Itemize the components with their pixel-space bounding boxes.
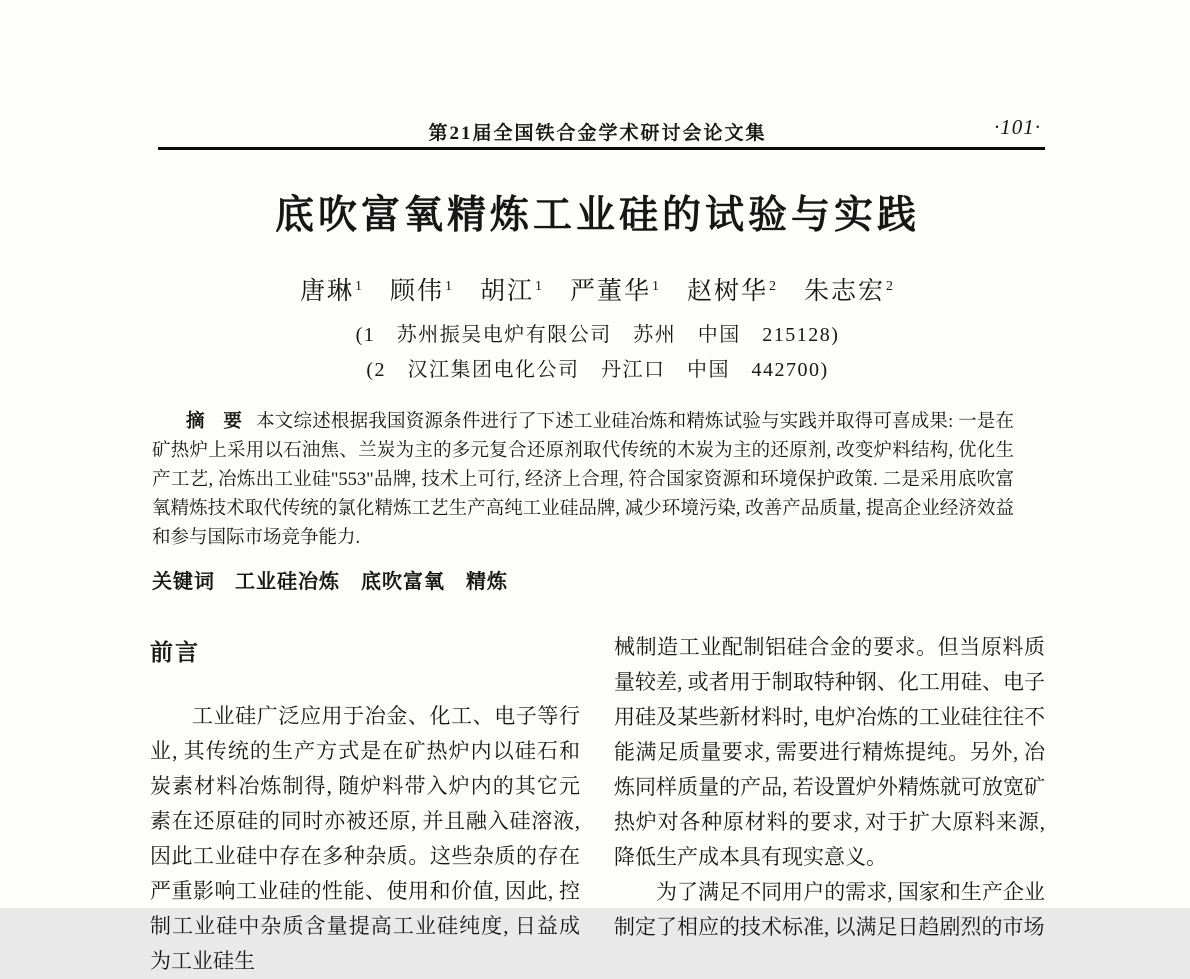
page-number: ·101· xyxy=(994,115,1041,139)
author-name: 顾伟$^1$ xyxy=(389,278,454,305)
section-heading-introduction: 前言 xyxy=(150,639,200,665)
proceedings-title: 第21届全国铁合金学术研讨会论文集 xyxy=(428,123,767,144)
paper-title: 底吹富氧精炼工业硅的试验与实践 xyxy=(274,194,920,237)
author-name: 赵树华$^2$ xyxy=(687,278,779,305)
left-column-paragraph: 工业硅广泛应用于冶金、化工、电子等行业, 其传统的生产方式是在矿热炉内以硅石和炭素材料冶炼制得, 随炉料带入炉内的其它元素在还原硅的同时亦被还原, 并且融入硅溶液, 因此工业硅中存在多种杂质。这些杂质的存在严重影响工业硅的性能、使用和价值, 因此, 控制工业硅中杂质含量提高工业硅纯度, 日益成为工业硅生 xyxy=(150,704,580,973)
abstract-paragraph xyxy=(152,406,1014,553)
right-column-paragraph-1: 械制造工业配制铝硅合金的要求。但当原料质量较差, 或者用于制取特种钢、化工用硅、电子用硅及某些新材料时, 电炉冶炼的工业硅往往不能满足质量要求, 需要进行精炼提纯。另外, 冶炼同样质量的产品, 若设置炉外精炼就可放宽矿热炉对各种原材料的要求, 对于扩大原料来源, 降低生产成本具有现实意义。 xyxy=(614,635,1045,869)
author-name: 严董华$^1$ xyxy=(570,278,662,305)
body-columns xyxy=(150,628,1045,973)
keywords-label: 关键词 xyxy=(152,571,215,593)
abstract-block xyxy=(152,406,1014,594)
affiliation-1: (1 苏州振吴电炉有限公司 苏州 中国 215128) xyxy=(355,324,840,346)
author-name: 朱志宏$^2$ xyxy=(804,278,896,305)
keywords-line xyxy=(152,565,1014,594)
authors-line xyxy=(150,271,1045,307)
abstract-label: 摘 要 xyxy=(186,410,243,431)
page-content xyxy=(150,0,1045,973)
right-column-paragraph-2: 为了满足不同用户的需求, 国家和生产企业制定了相应的技术标准, 以满足日趋剧烈的市场 xyxy=(614,880,1045,939)
left-column xyxy=(150,628,580,973)
header-rule xyxy=(158,147,1045,150)
right-column xyxy=(614,628,1045,939)
affiliation-2: (2 汉江集团电化公司 丹江口 中国 442700) xyxy=(366,359,829,381)
author-name: 胡江$^1$ xyxy=(479,278,544,305)
abstract-text: 本文综述根据我国资源条件进行了下述工业硅冶炼和精炼试验与实践并取得可喜成果: 一是在矿热炉上采用以石油焦、兰炭为主的多元复合还原剂取代传统的木炭为主的还原剂, 改变炉料结构, 优化生产工艺, 冶炼出工业硅"553"品牌, 技术上可行, 经济上合理, 符合国家资源和环境保护政策. 二是采用底吹富氧精炼技术取代传统的氯化精炼工艺生产高纯工业硅品牌, 减少环境污染, 改善产品质量, 提高企业经济效益和参与国际市场竞争能力. xyxy=(152,412,1014,548)
keywords-text: 工业硅冶炼 底吹富氧 精炼 xyxy=(235,571,508,593)
author-name: 唐琳$^1$ xyxy=(299,278,364,305)
